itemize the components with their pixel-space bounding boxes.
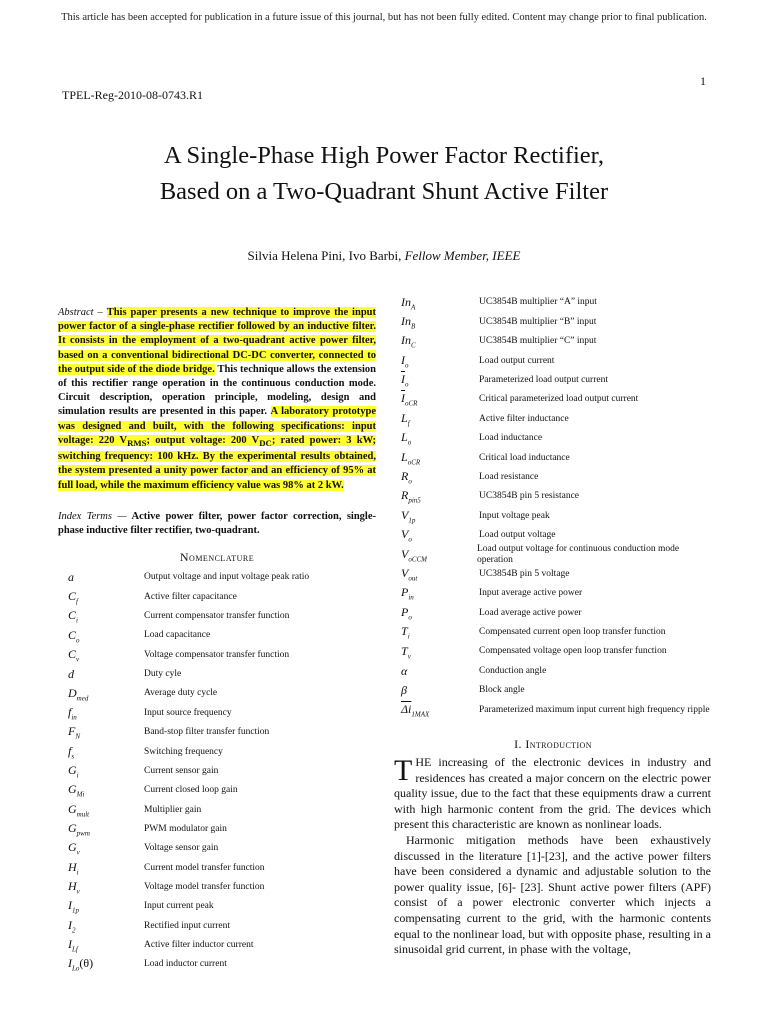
nomenclature-item bbox=[401, 545, 711, 564]
nomenclature-item bbox=[68, 645, 376, 664]
nomenclature-description: Load average active power bbox=[479, 607, 582, 618]
nomenclature-description: UC3854B pin 5 voltage bbox=[479, 568, 570, 579]
nomenclature-description: UC3854B multiplier “B” input bbox=[479, 316, 597, 327]
nomenclature-symbol: $G_{Mi}$ bbox=[68, 782, 85, 799]
index-terms bbox=[58, 510, 376, 538]
nomenclature-item bbox=[401, 700, 711, 719]
nomenclature-symbol: $G_{mult}$ bbox=[68, 801, 90, 818]
nomenclature-item bbox=[68, 742, 376, 761]
nomenclature-symbol: $P_{in}$ bbox=[401, 585, 414, 602]
nomenclature-item bbox=[68, 665, 376, 684]
nomenclature-item bbox=[401, 371, 711, 390]
nomenclature-description: Parameterized load output current bbox=[479, 375, 608, 385]
nomenclature-item bbox=[68, 839, 376, 858]
section-number: I. bbox=[514, 737, 522, 751]
nomenclature-symbol: $f_s$ bbox=[68, 743, 75, 760]
nomenclature-symbol: $V_{out}$ bbox=[401, 565, 418, 583]
nomenclature-description: Input source frequency bbox=[144, 707, 232, 718]
nomenclature-description: Active filter capacitance bbox=[144, 591, 237, 602]
nomenclature-item bbox=[401, 409, 711, 428]
nomenclature-description: Current sensor gain bbox=[144, 765, 219, 776]
nomenclature-symbol: d bbox=[68, 666, 74, 681]
author-names: Silvia Helena Pini, Ivo Barbi, bbox=[247, 248, 402, 263]
nomenclature-item bbox=[401, 351, 711, 370]
nomenclature-heading: Nomenclature bbox=[179, 550, 255, 564]
nomenclature-description: Parameterized maximum input current high frequency ripple bbox=[479, 704, 710, 715]
nomenclature-item bbox=[401, 429, 711, 448]
paper-title bbox=[0, 138, 768, 210]
nomenclature-symbol: $P_o$ bbox=[401, 604, 412, 622]
section-heading-introduction bbox=[394, 737, 712, 752]
nomenclature-symbol: $H_i$ bbox=[68, 859, 79, 877]
nomenclature-item bbox=[68, 684, 376, 703]
nomenclature-symbol: α bbox=[401, 663, 408, 678]
nomenclature-item bbox=[401, 487, 711, 506]
nomenclature-description: Active filter inductor current bbox=[144, 939, 254, 950]
nomenclature-symbol: $T_i$ bbox=[401, 624, 410, 641]
nomenclature-item bbox=[68, 761, 376, 780]
nomenclature-item bbox=[68, 897, 376, 916]
nomenclature-symbol: $\overline{\Delta i}_{1MAX}$ bbox=[401, 701, 430, 719]
nomenclature-description: PWM modulator gain bbox=[144, 823, 227, 834]
nomenclature-description: Input current peak bbox=[144, 901, 214, 912]
nomenclature-item bbox=[401, 681, 711, 700]
nomenclature-description: Output voltage and input voltage peak ratio bbox=[144, 572, 310, 583]
nomenclature-item bbox=[401, 584, 711, 603]
nomenclature-symbol: $G_{pwm}$ bbox=[68, 820, 90, 838]
nomenclature-item bbox=[401, 642, 711, 661]
nomenclature-list-right bbox=[401, 293, 711, 720]
nomenclature-description: Current compensator transfer function bbox=[144, 611, 290, 622]
nomenclature-item bbox=[401, 448, 711, 467]
nomenclature-item bbox=[401, 661, 711, 680]
nomenclature-symbol: $L_f$ bbox=[401, 410, 410, 428]
nomenclature-symbol: $V_{oCCM}$ bbox=[401, 546, 428, 563]
nomenclature-symbol: $F_N$ bbox=[68, 724, 81, 741]
intro-paragraph-2: Harmonic mitigation methods have been exhaustively discussed in the literature [1]-[23], and the active power filters have been considered a dynamic and adjustable solution to the power quality issue, [6]- [23]. Shunt active power filters (APF) consist of a power electronic converter which injects a compensating current to the grid, with the harmonic contents equal to the nonlinear load, but with opposite phase, resulting in a sinusoidal grid current, in phase with the voltage, bbox=[394, 832, 711, 957]
nomenclature-symbol: $T_v$ bbox=[401, 643, 411, 660]
page-number: 1 bbox=[700, 74, 706, 88]
nomenclature-item bbox=[68, 781, 376, 800]
abstract-body: This technique allows the extension of this rectifier range operation in the continuous conduction mode. Circuit description, operation principle, modeling, design and simulation results are presented in this paper. bbox=[58, 363, 376, 418]
section-title: Introduction bbox=[525, 737, 592, 751]
nomenclature-description: Block angle bbox=[479, 685, 525, 696]
nomenclature-item bbox=[401, 390, 711, 409]
nomenclature-symbol: $In_B$ bbox=[401, 313, 416, 331]
nomenclature-symbol: $D_{med}$ bbox=[68, 685, 89, 702]
nomenclature-description: Average duty cycle bbox=[144, 688, 218, 699]
nomenclature-item bbox=[68, 819, 376, 838]
nomenclature-description: UC3854B multiplier “C” input bbox=[479, 336, 597, 347]
author-line bbox=[0, 248, 768, 264]
nomenclature-symbol: $I_2$ bbox=[68, 917, 76, 935]
nomenclature-symbol: $C_i$ bbox=[68, 608, 78, 625]
title-line-2: Based on a Two-Quadrant Shunt Active Filter bbox=[159, 178, 609, 205]
nomenclature-symbol: $In_A$ bbox=[401, 294, 416, 311]
nomenclature-description: Duty cyle bbox=[144, 669, 182, 680]
nomenclature-item bbox=[401, 312, 711, 331]
nomenclature-item bbox=[401, 332, 711, 351]
nomenclature-description: Load output current bbox=[479, 355, 555, 366]
nomenclature-description: Load output voltage bbox=[479, 530, 556, 541]
nomenclature-description: Voltage sensor gain bbox=[144, 843, 219, 854]
nomenclature-item bbox=[68, 626, 376, 645]
nomenclature-description: Band-stop filter transfer function bbox=[144, 727, 270, 738]
nomenclature-description: Load capacitance bbox=[144, 630, 211, 641]
nomenclature-item bbox=[401, 468, 711, 487]
nomenclature-description: Current model transfer function bbox=[144, 862, 265, 873]
nomenclature-description: Load inductance bbox=[479, 433, 543, 444]
nomenclature-item bbox=[401, 623, 711, 642]
nomenclature-item bbox=[68, 723, 376, 742]
nomenclature-symbol: a bbox=[68, 570, 74, 585]
intro-paragraph-1: THE increasing of the electronic devices in industry and residences has created a major concern on the electric power quality issue, due to the fact that these equipments draw a current with high harmonic content from the grid. The devices which present this characteristic are known as nonlinear loads. bbox=[394, 754, 711, 832]
nomenclature-description: Conduction angle bbox=[479, 665, 547, 676]
nomenclature-item bbox=[68, 800, 376, 819]
nomenclature-item bbox=[401, 506, 711, 525]
nomenclature-item bbox=[68, 916, 376, 935]
nomenclature-symbol: $G_v$ bbox=[68, 840, 80, 857]
nomenclature-item bbox=[68, 936, 376, 955]
top-notice: This article has been accepted for publication in a future issue of this journal, but has not been fully edited. Content may change prior to final publication. bbox=[61, 12, 707, 23]
nomenclature-description: UC3854B pin 5 resistance bbox=[479, 491, 580, 502]
nomenclature-symbol: $I_{1p}$ bbox=[68, 898, 79, 915]
nomenclature-symbol: $\overline{I}_o$ bbox=[401, 372, 409, 389]
nomenclature-symbol: $I_{Lo}(\theta)$ bbox=[68, 956, 94, 973]
nomenclature-symbol: $f_{in}$ bbox=[68, 704, 77, 722]
nomenclature-item bbox=[68, 587, 376, 606]
nomenclature-symbol: $I_{Lf}$ bbox=[68, 937, 78, 954]
nomenclature-description: Compensated voltage open loop transfer function bbox=[479, 646, 667, 657]
nomenclature-description: UC3854B multiplier “A” input bbox=[479, 297, 597, 308]
nomenclature-symbol: $C_v$ bbox=[68, 646, 80, 664]
nomenclature-symbol: $H_v$ bbox=[68, 878, 80, 896]
nomenclature-list-left bbox=[68, 568, 376, 974]
nomenclature-item bbox=[68, 955, 376, 974]
report-id: TPEL-Reg-2010-08-0743.R1 bbox=[62, 88, 203, 102]
nomenclature-symbol: β bbox=[401, 683, 407, 697]
abstract bbox=[58, 306, 376, 493]
nomenclature-description: Critical parameterized load output current bbox=[479, 394, 639, 405]
nomenclature-description: Rectified input current bbox=[144, 920, 230, 931]
nomenclature-description: Voltage model transfer function bbox=[144, 881, 265, 892]
nomenclature-item bbox=[68, 703, 376, 722]
nomenclature-symbol: $R_{pin5}$ bbox=[401, 488, 421, 505]
nomenclature-item bbox=[401, 603, 711, 622]
index-terms-text: Active power filter, power factor correction, single-phase inductive filter rectifier, two-quadrant. bbox=[58, 511, 376, 536]
nomenclature-item bbox=[401, 293, 711, 312]
nomenclature-description: Switching frequency bbox=[144, 746, 223, 757]
nomenclature-description: Input average active power bbox=[479, 588, 583, 599]
nomenclature-description: Multiplier gain bbox=[144, 804, 202, 815]
nomenclature-description: Compensated current open loop transfer function bbox=[479, 627, 666, 638]
introduction-body bbox=[394, 755, 711, 958]
drop-cap: T bbox=[394, 754, 413, 787]
author-affiliation: Fellow Member, IEEE bbox=[404, 248, 521, 263]
nomenclature-symbol: $L_{oCR}$ bbox=[401, 449, 421, 467]
nomenclature-symbol: $C_o$ bbox=[68, 627, 80, 644]
nomenclature-item bbox=[401, 564, 711, 583]
nomenclature-symbol: $V_o$ bbox=[401, 527, 412, 544]
nomenclature-item bbox=[68, 858, 376, 877]
nomenclature-item bbox=[68, 568, 376, 587]
nomenclature-item bbox=[68, 878, 376, 897]
nomenclature-symbol: $G_i$ bbox=[68, 762, 79, 780]
nomenclature-item bbox=[68, 607, 376, 626]
nomenclature-description: Active filter inductance bbox=[479, 413, 569, 424]
nomenclature-symbol: $I_o$ bbox=[401, 352, 409, 370]
nomenclature-item bbox=[401, 526, 711, 545]
nomenclature-description: Voltage compensator transfer function bbox=[144, 649, 290, 660]
nomenclature-symbol: $L_o$ bbox=[401, 430, 412, 447]
nomenclature-description: Load inductor current bbox=[144, 959, 227, 970]
nomenclature-symbol: $\overline{I}_{oCR}$ bbox=[401, 391, 418, 408]
abstract-highlight-2: A laboratory prototype was designed and built, with the following specifications: input voltage: 220 $V_{RMS}$; output voltage: 200 $V_{DC}$; rated power: 3 kW; switching frequency: 100 kHz. By the experimental results obtained, the system presented a unity power factor and an efficiency of 95% at full load, while the maximum efficiency value was 98% at 2 kW. bbox=[58, 406, 377, 491]
nomenclature-description: Load resistance bbox=[479, 471, 539, 482]
nomenclature-symbol: $R_o$ bbox=[401, 469, 412, 486]
nomenclature-symbol: $V_{1p}$ bbox=[401, 507, 416, 525]
nomenclature-symbol: $In_C$ bbox=[401, 333, 416, 350]
title-line-1: A Single-Phase High Power Factor Rectifier, bbox=[164, 142, 604, 169]
abstract-highlight-1: This paper presents a new technique to improve the input power factor of a single-phase rectifier followed by an inductive filter. It consists in the employment of a two-quadrant active power filter, based on a conventional bidirectional DC-DC converter, connected to the output side of the diode bridge. bbox=[58, 307, 376, 375]
nomenclature-description: Current closed loop gain bbox=[144, 785, 238, 796]
abstract-label: Abstract – bbox=[58, 307, 103, 318]
nomenclature-description: Input voltage peak bbox=[479, 510, 550, 521]
index-terms-label: Index Terms — bbox=[58, 511, 127, 522]
nomenclature-description: Critical load inductance bbox=[479, 452, 570, 463]
nomenclature-symbol: $C_f$ bbox=[68, 588, 78, 606]
nomenclature-description: Load output voltage for continuous conduction mode operation bbox=[476, 544, 680, 565]
